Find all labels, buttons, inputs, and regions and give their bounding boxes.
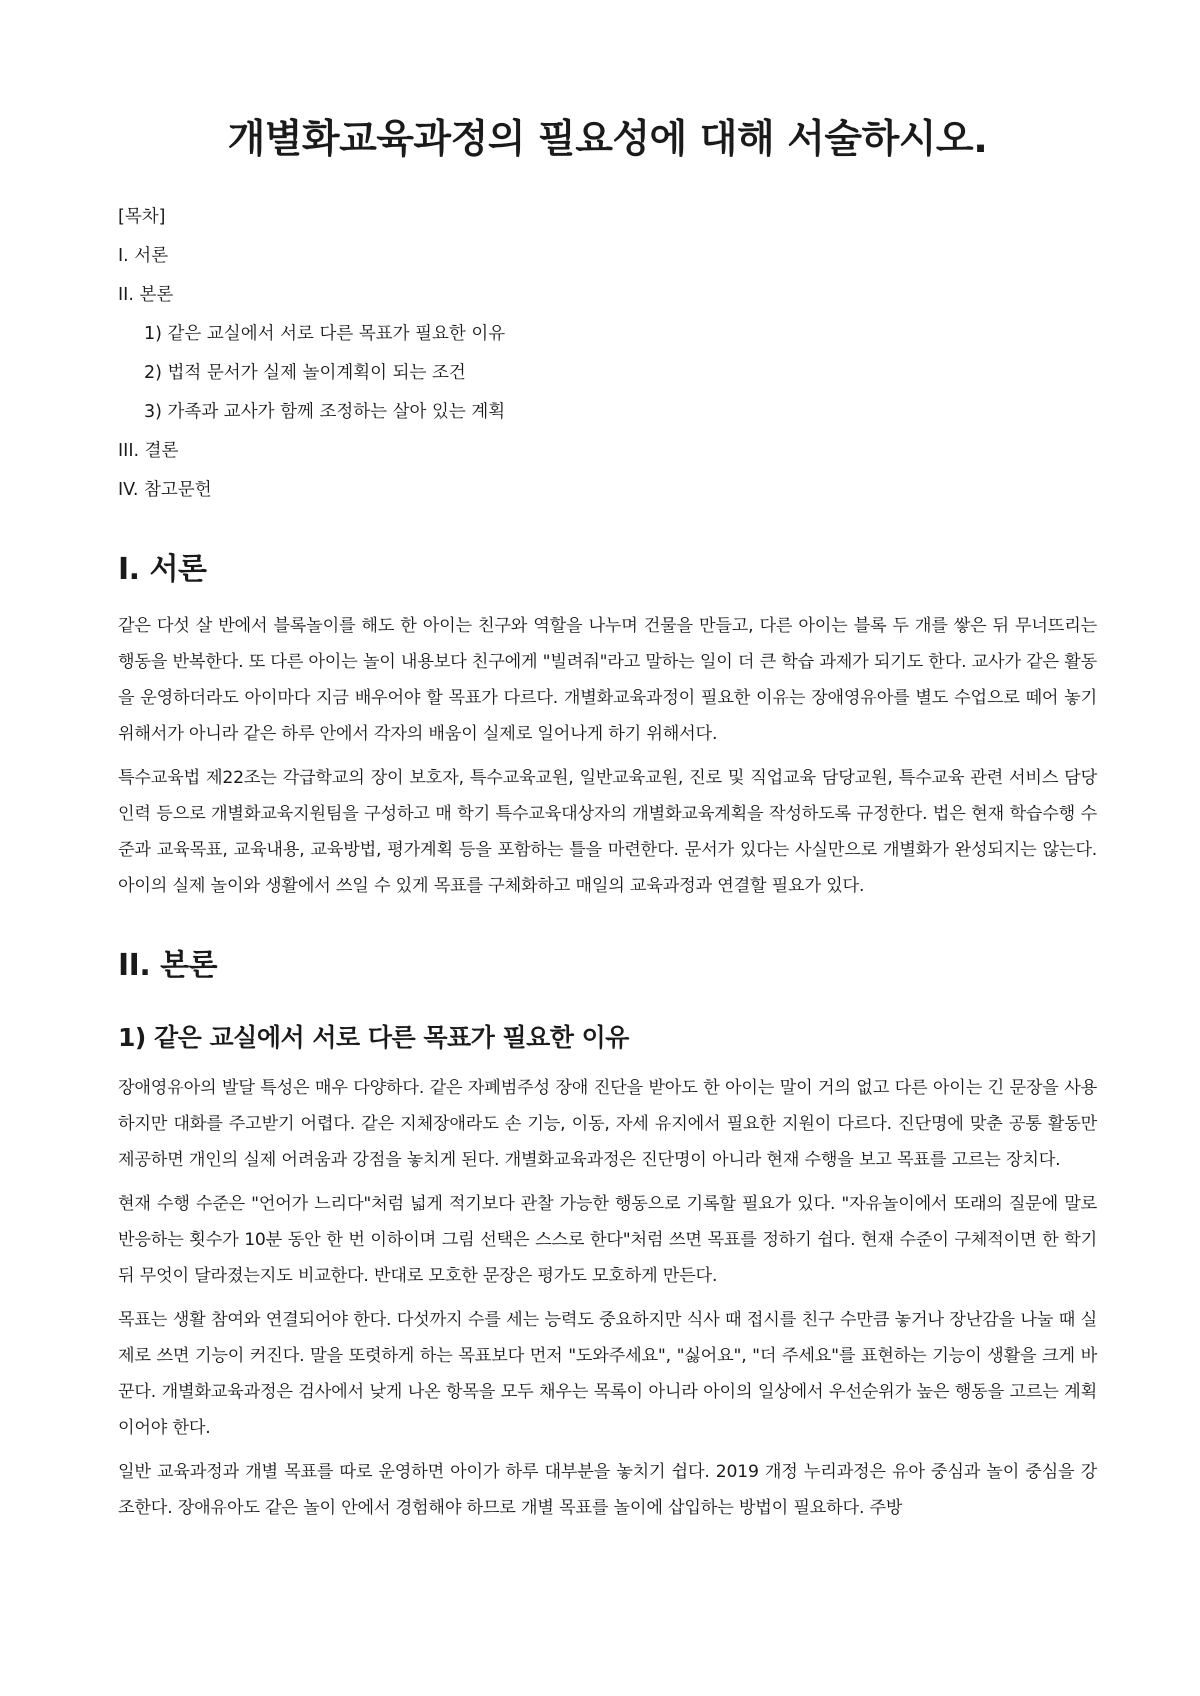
intro-heading: I. 서론 <box>118 552 207 587</box>
table-of-contents <box>118 198 1097 510</box>
body-heading: II. 본론 <box>118 948 218 983</box>
body-paragraph: 장애영유아의 발달 특성은 매우 다양하다. 같은 자폐범주성 장애 진단을 받아도 한 아이는 말이 거의 없고 다른 아이는 긴 문장을 사용하지만 대화를 주고받기 어렵다. 같은 지체장애라도 손 기능, 이동, 자세 유지에서 필요한 지원이 다르다. 진단명에 맞춘 공통 활동만 제공하면 개인의 실제 어려움과 강점을 놓치게 된다. 개별화교육과정은 진단명이 아니라 현재 수행을 보고 목표를 고르는 장치다. <box>118 1078 1097 1170</box>
toc-item-references: IV. 참고문헌 <box>118 480 212 500</box>
toc-item-intro: I. 서론 <box>118 246 169 266</box>
body-paragraph: 일반 교육과정과 개별 목표를 따로 운영하면 아이가 하루 대부분을 놓치기 쉽다. 2019 개정 누리과정은 유아 중심과 놀이 중심을 강조한다. 장애유아도 같은 놀이 안에서 경험해야 하므로 개별 목표를 놀이에 삽입하는 방법이 필요하다. 주방 <box>118 1462 1097 1518</box>
toc-item-conclusion: III. 결론 <box>118 441 179 461</box>
toc-item-body-1: 1) 같은 교실에서 서로 다른 목표가 필요한 이유 <box>144 324 506 344</box>
body-paragraph: 목표는 생활 참여와 연결되어야 한다. 다섯까지 수를 세는 능력도 중요하지만 식사 때 접시를 친구 수만큼 놓거나 장난감을 나눌 때 실제로 쓰면 기능이 커진다. 말을 또렷하게 하는 목표보다 먼저 "도와주세요", "싫어요", "더 주세요"를 표현하는 기능이 생활을 크게 바꾼다. 개별화교육과정은 검사에서 낮게 나온 항목을 모두 채우는 목록이 아니라 아이의 일상에서 우선순위가 높은 행동을 고르는 계획이어야 한다. <box>118 1310 1097 1438</box>
intro-paragraph: 특수교육법 제22조는 각급학교의 장이 보호자, 특수교육교원, 일반교육교원, 진로 및 직업교육 담당교원, 특수교육 관련 서비스 담당인력 등으로 개별화교육지원팀을 구성하고 매 학기 특수교육대상자의 개별화교육계획을 작성하도록 규정한다. 법은 현재 학습수행 수준과 교육목표, 교육내용, 교육방법, 평가계획 등을 포함하는 틀을 마련한다. 문서가 있다는 사실만으로 개별화가 완성되지는 않는다. 아이의 실제 놀이와 생활에서 쓰일 수 있게 목표를 구체화하고 매일의 교육과정과 연결할 필요가 있다. <box>118 768 1097 896</box>
body-paragraph: 현재 수행 수준은 "언어가 느리다"처럼 넓게 적기보다 관찰 가능한 행동으로 기록할 필요가 있다. "자유놀이에서 또래의 질문에 말로 반응하는 횟수가 10분 동안 한 번 이하이며 그림 선택은 스스로 한다"처럼 쓰면 목표를 정하기 쉽다. 현재 수준이 구체적이면 한 학기 뒤 무엇이 달라졌는지도 비교한다. 반대로 모호한 문장은 평가도 모호하게 만든다. <box>118 1194 1097 1286</box>
intro-paragraph: 같은 다섯 살 반에서 블록놀이를 해도 한 아이는 친구와 역할을 나누며 건물을 만들고, 다른 아이는 블록 두 개를 쌓은 뒤 무너뜨리는 행동을 반복한다. 또 다른 아이는 놀이 내용보다 친구에게 "빌려줘"라고 말하는 일이 더 큰 학습 과제가 되기도 한다. 교사가 같은 활동을 운영하더라도 아이마다 지금 배우어야 할 목표가 다르다. 개별화교육과정이 필요한 이유는 장애영유아를 별도 수업으로 떼어 놓기 위해서가 아니라 같은 하루 안에서 각자의 배움이 실제로 일어나게 하기 위해서다. <box>118 616 1097 744</box>
toc-item-body-2: 2) 법적 문서가 실제 놀이계획이 되는 조건 <box>144 363 466 383</box>
toc-item-body-3: 3) 가족과 교사가 함께 조정하는 살아 있는 계획 <box>144 402 506 422</box>
document-title: 개별화교육과정의 필요성에 대해 서술하시오. <box>227 117 988 162</box>
body-subheading-1: 1) 같은 교실에서 서로 다른 목표가 필요한 이유 <box>118 1023 629 1052</box>
toc-item-body: II. 본론 <box>118 285 174 305</box>
toc-heading: [목차] <box>118 207 166 227</box>
